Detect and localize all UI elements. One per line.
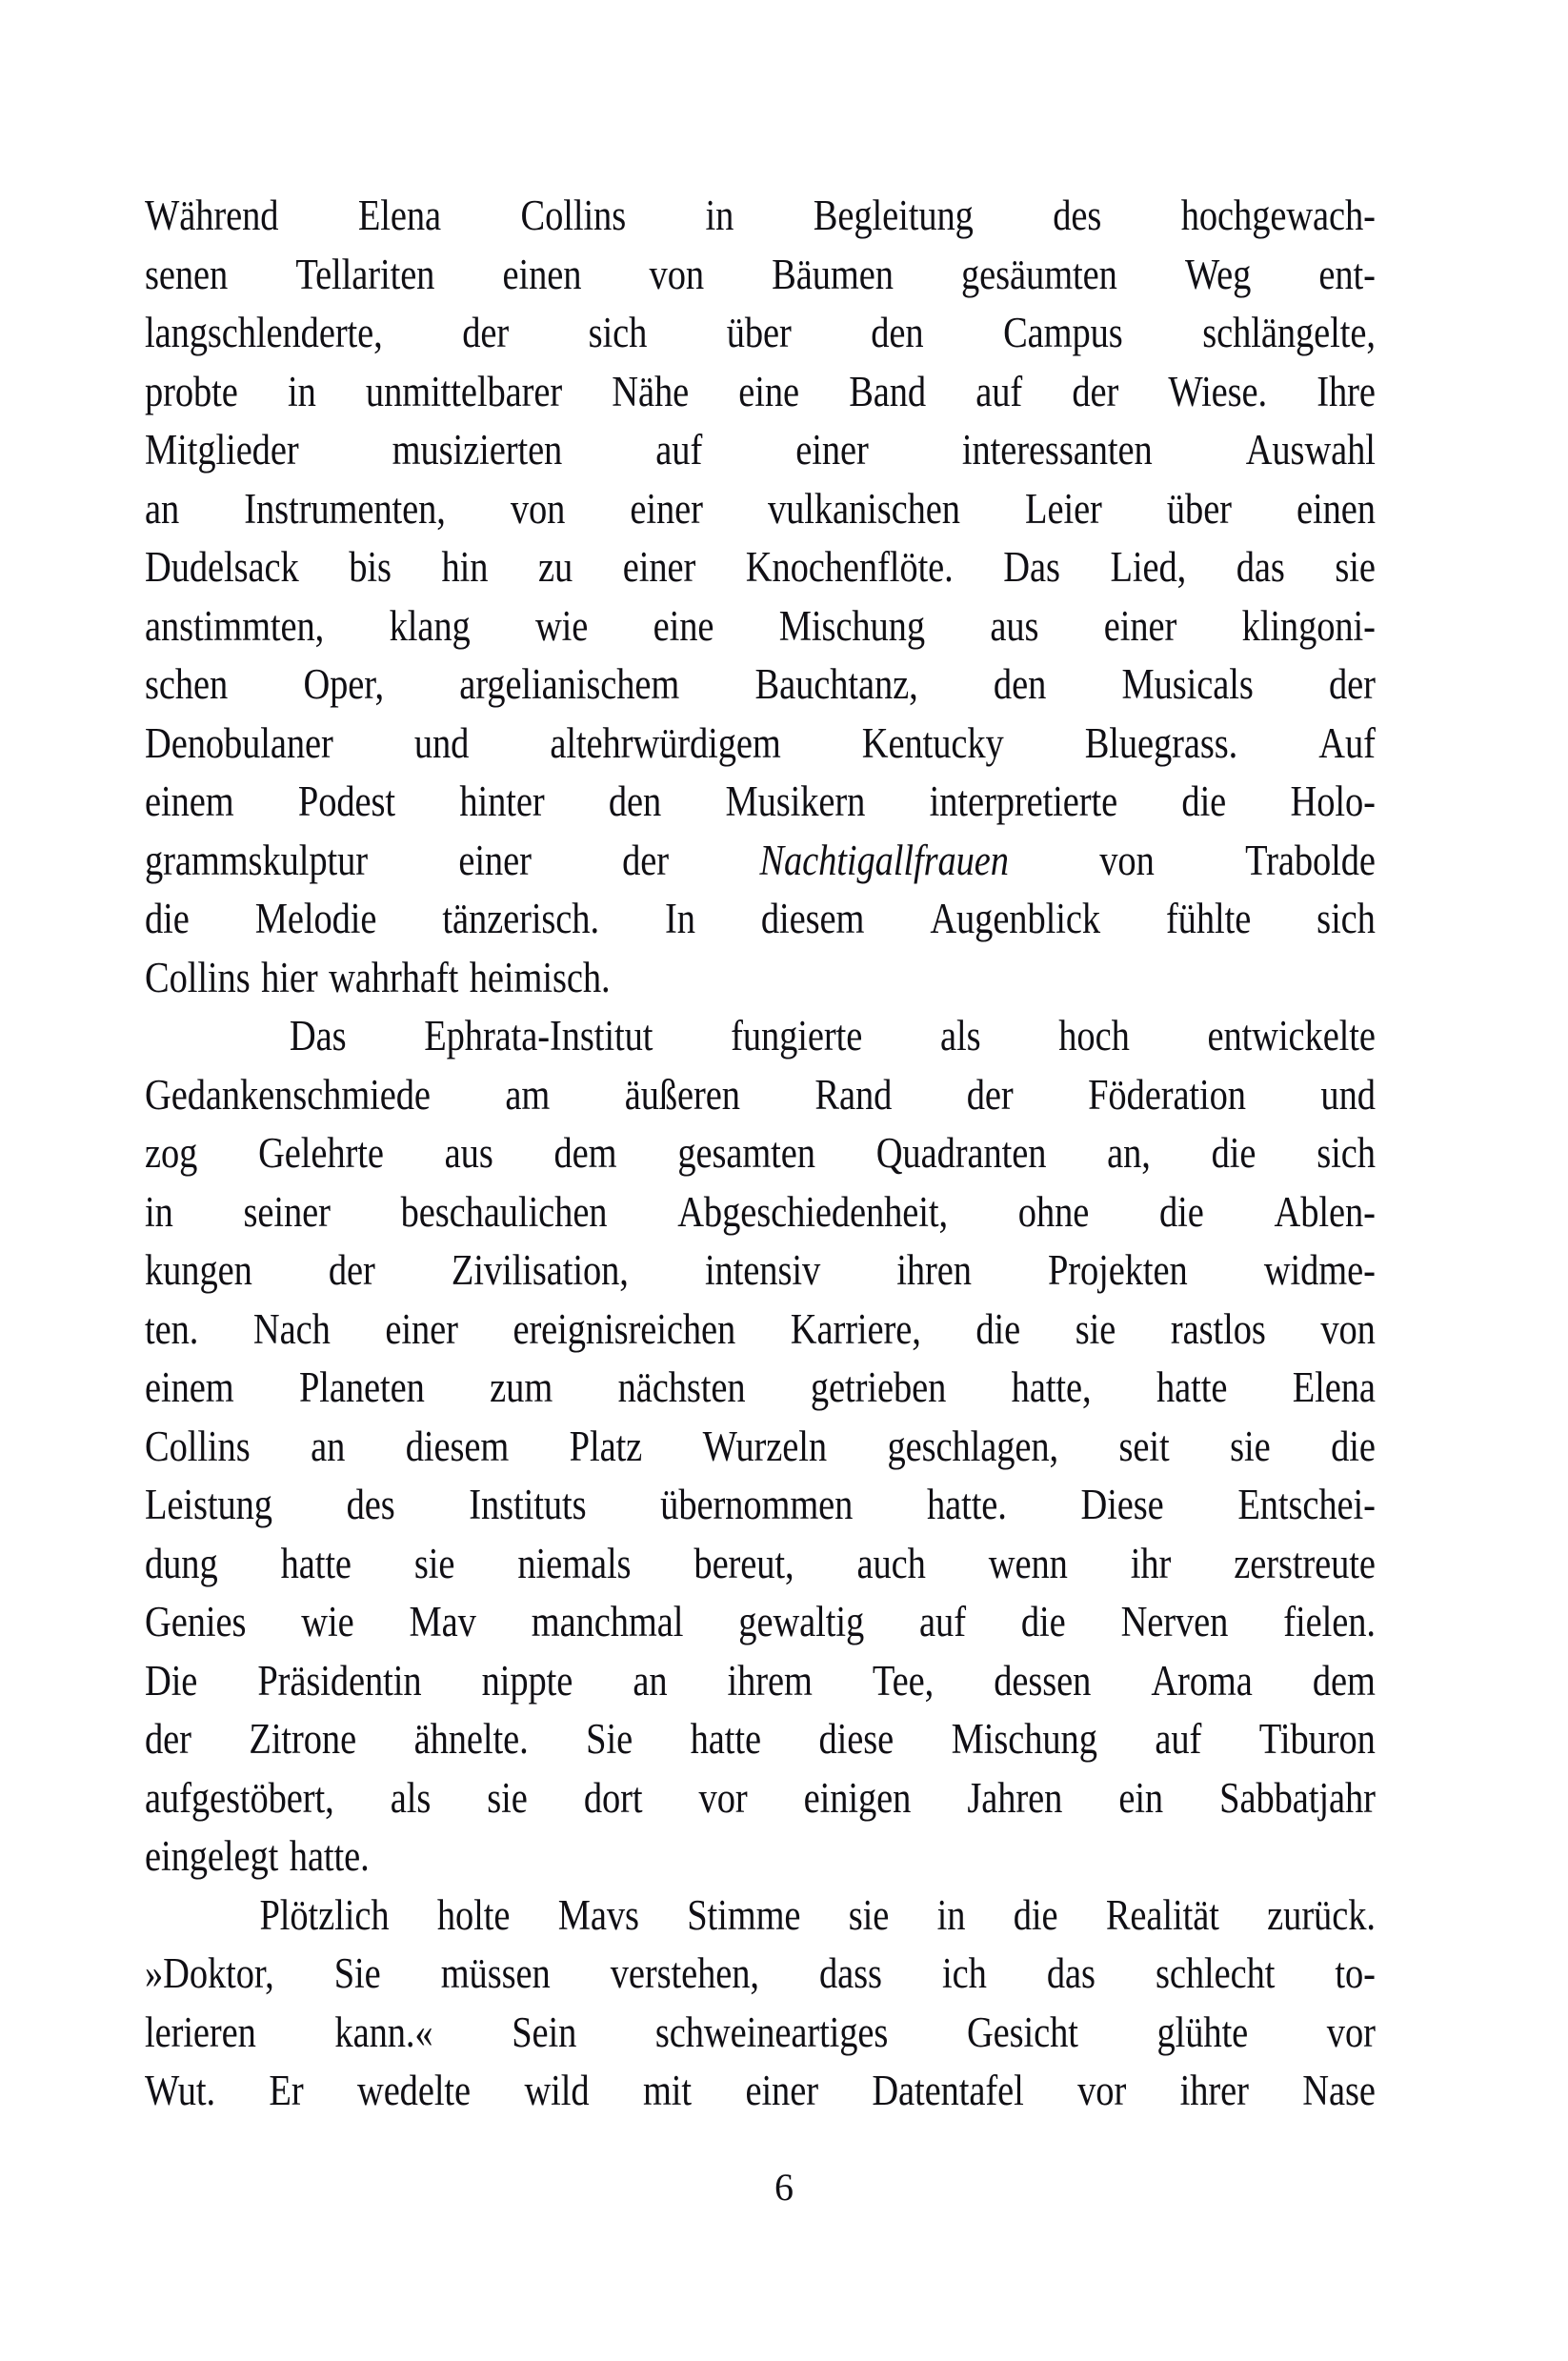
word: über	[726, 309, 792, 356]
word: von	[1099, 836, 1155, 884]
word: unmittelbarer	[365, 367, 563, 415]
word: fielen.	[1283, 1598, 1376, 1645]
word: Präsidentin	[257, 1656, 422, 1705]
word: Wiese.	[1168, 367, 1268, 415]
word: heimisch.	[469, 953, 611, 1001]
word: diesem	[760, 895, 865, 942]
word: argelianischem	[459, 660, 680, 708]
word: auch	[856, 1539, 926, 1587]
word: der	[145, 1715, 191, 1763]
text-line	[145, 1124, 1376, 1183]
word: wild	[524, 2067, 590, 2114]
word: seiner	[243, 1187, 331, 1236]
word: seit	[1118, 1422, 1170, 1470]
text-line	[145, 1593, 1376, 1652]
word: den	[608, 777, 662, 825]
word: ihrer	[1179, 2067, 1249, 2114]
word: klingoni-	[1241, 601, 1376, 650]
word: Das	[1003, 543, 1060, 591]
word: Sein	[512, 2008, 577, 2056]
text-line	[145, 1301, 1376, 1360]
word: in	[287, 367, 316, 415]
word: einen	[502, 250, 582, 298]
word: Nähe	[612, 367, 690, 415]
word: an,	[1107, 1129, 1151, 1177]
word: Zivilisation,	[451, 1246, 629, 1294]
word: Collins	[145, 953, 251, 1001]
text-line	[145, 1476, 1376, 1535]
text-line	[145, 1535, 1376, 1594]
word: ihren	[896, 1246, 972, 1294]
word: der	[966, 1070, 1014, 1119]
text-line	[145, 1183, 1376, 1242]
word: hin	[441, 543, 489, 591]
word: Sie	[333, 1949, 381, 1997]
text-line	[145, 304, 1376, 363]
word: Gedankenschmiede	[145, 1070, 431, 1119]
word: Weg	[1184, 250, 1252, 298]
word: lerieren	[145, 2008, 256, 2056]
word: Bauchtanz,	[754, 660, 918, 708]
word: Tee,	[872, 1656, 935, 1705]
paragraph	[145, 1007, 1376, 1887]
word: Instrumenten,	[244, 484, 446, 533]
word: Mavs	[557, 1890, 639, 1939]
word: Sie	[586, 1715, 633, 1763]
word: die	[1158, 1187, 1204, 1236]
word: Abgeschiedenheit,	[677, 1187, 949, 1236]
word: Collins	[520, 192, 627, 239]
body-text	[145, 187, 1376, 2121]
word: anstimmten,	[145, 601, 325, 650]
word: Nase	[1302, 2067, 1376, 2114]
word: zog	[145, 1129, 198, 1177]
word: hochgewach-	[1180, 192, 1376, 239]
word: zu	[537, 543, 573, 591]
word: einer	[458, 836, 532, 884]
word: eingelegt	[145, 1832, 279, 1880]
word: eine	[738, 367, 800, 415]
word: der	[622, 836, 670, 884]
word: altehrwürdigem	[550, 718, 781, 767]
word: das	[1046, 1949, 1096, 1997]
word: vulkanischen	[767, 484, 960, 533]
word: nippte	[481, 1656, 573, 1705]
word: interessanten	[961, 426, 1153, 474]
text-line	[145, 2004, 1376, 2063]
word: interpretierte	[929, 777, 1118, 825]
word: probte	[145, 367, 238, 415]
word: manchmal	[531, 1598, 684, 1645]
text-line	[145, 890, 1376, 949]
word: Karriere,	[790, 1304, 921, 1353]
word: sie	[487, 1773, 528, 1822]
word-italic: Nachtigallfrauen	[759, 836, 1009, 884]
word: Dudelsack	[145, 543, 299, 591]
word: ereignisreichen	[513, 1304, 736, 1353]
word: gesäumten	[961, 250, 1117, 298]
word: bis	[349, 543, 392, 591]
text-line	[145, 1710, 1376, 1769]
word: wenn	[988, 1539, 1068, 1587]
word: der	[1072, 367, 1119, 415]
word: holte	[436, 1890, 511, 1939]
word: an	[633, 1656, 668, 1705]
word: die	[1331, 1422, 1376, 1470]
word: auf	[1155, 1715, 1202, 1763]
word: über	[1166, 484, 1232, 533]
word: kann.«	[334, 2008, 433, 2056]
word: dass	[818, 1949, 882, 1997]
word: geschlagen,	[887, 1422, 1059, 1470]
word: Bäumen	[772, 250, 894, 298]
word: sich	[588, 309, 648, 356]
word: einer	[622, 543, 696, 591]
word: wie	[301, 1598, 354, 1645]
word: hinter	[459, 777, 545, 825]
word: dem	[553, 1129, 617, 1177]
word: den	[993, 660, 1047, 708]
word: Wurzeln	[702, 1422, 827, 1470]
word: des	[1053, 192, 1102, 239]
word: getrieben	[810, 1363, 947, 1411]
text-line	[145, 656, 1376, 715]
word: to-	[1335, 1949, 1376, 1997]
word: Genies	[145, 1598, 247, 1645]
text-line	[145, 1066, 1376, 1125]
word: auf	[975, 367, 1023, 415]
word: in	[936, 1890, 966, 1939]
word: vor	[1077, 2067, 1127, 2114]
word: Band	[849, 367, 927, 415]
text-line	[145, 2062, 1376, 2121]
word: beschaulichen	[400, 1187, 608, 1236]
word: Campus	[1003, 309, 1123, 356]
word: von	[510, 484, 566, 533]
word: rastlos	[1170, 1304, 1266, 1353]
word: von	[1320, 1304, 1376, 1353]
word: Mav	[409, 1598, 476, 1645]
word: Stimme	[687, 1890, 801, 1939]
word: Leistung	[145, 1481, 272, 1528]
word: Denobulaner	[145, 718, 333, 767]
word: Datentafel	[872, 2067, 1024, 2114]
text-line	[145, 715, 1376, 774]
word: kungen	[145, 1246, 252, 1294]
word: fungierte	[731, 1012, 863, 1059]
word: einer	[385, 1304, 458, 1353]
word: dung	[145, 1539, 218, 1587]
word: sie	[848, 1890, 890, 1939]
text-line	[145, 187, 1376, 246]
word: die	[1181, 777, 1227, 825]
word: intensiv	[704, 1246, 821, 1294]
word: sie	[413, 1539, 455, 1587]
word: Instituts	[469, 1481, 587, 1528]
text-line	[145, 1652, 1376, 1711]
word: »Doktor,	[145, 1949, 274, 1997]
word: sie	[1230, 1422, 1271, 1470]
word: Wut.	[145, 2067, 215, 2114]
word: von	[649, 250, 704, 298]
word: das	[1236, 543, 1285, 591]
word: ohne	[1017, 1187, 1090, 1236]
word: wie	[534, 601, 589, 650]
word: Trabolde	[1245, 836, 1376, 884]
word: hatte.	[289, 1832, 370, 1880]
word: Augenblick	[930, 895, 1100, 942]
word: die	[1211, 1129, 1256, 1177]
word: an	[311, 1422, 346, 1470]
word: nächsten	[617, 1363, 746, 1411]
word: Zitrone	[249, 1715, 357, 1763]
word: entwickelte	[1207, 1012, 1376, 1059]
paragraph-indent	[145, 1887, 211, 1946]
text-line	[145, 1945, 1376, 2004]
word: Jahren	[967, 1773, 1063, 1822]
word: ten.	[145, 1304, 199, 1353]
word: verstehen,	[610, 1949, 759, 1997]
text-line	[145, 1827, 1376, 1887]
word: gesamten	[677, 1129, 815, 1177]
word: langschlenderte,	[145, 309, 383, 356]
word: Die	[145, 1656, 198, 1705]
word: Sabbatjahr	[1219, 1773, 1376, 1822]
word: Leier	[1025, 484, 1102, 533]
text-line	[145, 538, 1376, 597]
word: Das	[289, 1012, 347, 1059]
word: hatte	[280, 1539, 352, 1587]
word: schweineartiges	[654, 2008, 889, 2056]
word: Lied,	[1110, 543, 1187, 591]
text-line	[145, 773, 1376, 832]
word: hatte	[690, 1715, 761, 1763]
word: niemals	[517, 1539, 632, 1587]
word: diese	[818, 1715, 895, 1763]
word: in	[705, 192, 734, 239]
word: in	[145, 1187, 173, 1236]
word: diesem	[405, 1422, 510, 1470]
paragraph-indent	[145, 1007, 211, 1066]
word: eine	[653, 601, 714, 650]
word: fühlte	[1165, 895, 1252, 942]
word: ihrem	[727, 1656, 813, 1705]
word: Tiburon	[1258, 1715, 1376, 1763]
text-line	[145, 1241, 1376, 1301]
word: Gelehrte	[258, 1129, 384, 1177]
word: Begleitung	[813, 192, 974, 239]
word: einer	[795, 426, 869, 474]
word: einer	[630, 484, 703, 533]
word: Nach	[252, 1304, 331, 1353]
word: Collins	[145, 1422, 251, 1470]
word: sie	[1075, 1304, 1116, 1353]
word: glühte	[1156, 2008, 1249, 2056]
word: zum	[490, 1363, 553, 1411]
word: als	[390, 1773, 432, 1822]
text-line	[145, 1007, 1376, 1066]
word: ein	[1118, 1773, 1164, 1822]
word: schen	[145, 660, 229, 708]
word: Quadranten	[875, 1129, 1047, 1177]
word: Tellariten	[295, 250, 435, 298]
text-line	[145, 949, 1376, 1008]
word: hoch	[1058, 1012, 1130, 1059]
word: Realität	[1105, 1890, 1219, 1939]
word: dem	[1312, 1656, 1376, 1705]
word: hatte	[1156, 1363, 1228, 1411]
word: Er	[269, 2067, 304, 2114]
word: tänzerisch.	[442, 895, 599, 942]
word: Kentucky	[861, 718, 1004, 767]
word: Musicals	[1121, 660, 1254, 708]
word: schlängelte,	[1202, 309, 1376, 356]
word: sich	[1317, 895, 1376, 942]
word: Plötzlich	[259, 1890, 390, 1939]
word: wedelte	[356, 2067, 472, 2114]
word: sie	[1335, 543, 1376, 591]
word: müssen	[440, 1949, 551, 1997]
text-line	[145, 597, 1376, 656]
word: vor	[698, 1773, 748, 1822]
word: die	[145, 895, 190, 942]
word: senen	[145, 250, 229, 298]
word: dessen	[994, 1656, 1092, 1705]
page-number: 6	[774, 2166, 794, 2209]
word: die	[975, 1304, 1021, 1353]
word: vor	[1326, 2008, 1376, 2056]
text-line	[145, 1418, 1376, 1477]
word: und	[1320, 1070, 1376, 1119]
text-line	[145, 363, 1376, 422]
word: grammskulptur	[145, 836, 368, 884]
text-line	[145, 246, 1376, 305]
word: Nerven	[1120, 1598, 1229, 1645]
word: zurück.	[1267, 1890, 1376, 1939]
word: einigen	[803, 1773, 912, 1822]
word: einer	[1103, 601, 1177, 650]
word: ent-	[1318, 250, 1376, 298]
word: einem	[145, 777, 234, 825]
word: hatte,	[1011, 1363, 1092, 1411]
word: Rand	[814, 1070, 893, 1119]
word: aus	[990, 601, 1039, 650]
word: Gesicht	[966, 2008, 1078, 2056]
word: Ihre	[1317, 367, 1376, 415]
word: aufgestöbert,	[145, 1773, 334, 1822]
word: In	[664, 895, 695, 942]
word: Projekten	[1047, 1246, 1188, 1294]
word: des	[346, 1481, 395, 1528]
word: Mitglieder	[145, 426, 299, 474]
word: Ephrata-Institut	[424, 1012, 653, 1059]
word: mit	[642, 2067, 693, 2114]
word: Elena	[1292, 1363, 1376, 1411]
word: Knochenflöte.	[745, 543, 954, 591]
word: der	[328, 1246, 375, 1294]
word: Föderation	[1088, 1070, 1246, 1119]
word: Diese	[1080, 1481, 1164, 1528]
word: hatte.	[926, 1481, 1007, 1528]
word: und	[413, 718, 470, 767]
paragraph	[145, 187, 1376, 1007]
word: wahrhaft	[329, 953, 459, 1001]
text-line	[145, 832, 1376, 891]
word: hier	[261, 953, 318, 1001]
word: den	[871, 309, 924, 356]
text-line	[145, 1769, 1376, 1828]
word: die	[1020, 1598, 1066, 1645]
word: äußeren	[624, 1070, 740, 1119]
word: aus	[444, 1129, 493, 1177]
word: Auswahl	[1245, 426, 1376, 474]
word: zerstreute	[1234, 1539, 1376, 1587]
word: Podest	[297, 777, 396, 825]
word: musizierten	[392, 426, 563, 474]
word: ich	[941, 1949, 987, 1997]
word: einem	[145, 1363, 234, 1411]
word: Entschei-	[1237, 1481, 1376, 1528]
word: Mischung	[951, 1715, 1097, 1763]
word: der	[1329, 660, 1376, 708]
word: am	[505, 1070, 551, 1119]
word: an	[145, 484, 180, 533]
word: gewaltig	[738, 1598, 865, 1645]
word: Auf	[1318, 718, 1376, 767]
word: Aroma	[1151, 1656, 1253, 1705]
word: einen	[1297, 484, 1376, 533]
word: Während	[145, 192, 279, 239]
word: ihr	[1130, 1539, 1172, 1587]
word: Elena	[357, 192, 442, 239]
word: ähnelte.	[413, 1715, 529, 1763]
text-line	[145, 1887, 1376, 1946]
word: klang	[389, 601, 471, 650]
word: Musikern	[725, 777, 866, 825]
word: Holo-	[1290, 777, 1376, 825]
text-line	[145, 1359, 1376, 1418]
word: Bluegrass.	[1084, 718, 1238, 767]
word: auf	[919, 1598, 966, 1645]
word: Planeten	[298, 1363, 425, 1411]
word: widme-	[1263, 1246, 1376, 1294]
word: bereut,	[694, 1539, 794, 1587]
paragraph	[145, 1887, 1376, 2121]
word: einer	[745, 2067, 818, 2114]
word: die	[1013, 1890, 1058, 1939]
word: als	[940, 1012, 981, 1059]
word: schlecht	[1155, 1949, 1276, 1997]
word: auf	[655, 426, 703, 474]
word: Melodie	[254, 895, 377, 942]
word: übernommen	[660, 1481, 854, 1528]
word: Oper,	[303, 660, 385, 708]
text-line	[145, 421, 1376, 480]
word: sich	[1317, 1129, 1376, 1177]
word: der	[462, 309, 510, 356]
text-line	[145, 480, 1376, 539]
word: Ablen-	[1274, 1187, 1376, 1236]
word: Platz	[569, 1422, 643, 1470]
word: dort	[583, 1773, 643, 1822]
word: Mischung	[778, 601, 925, 650]
